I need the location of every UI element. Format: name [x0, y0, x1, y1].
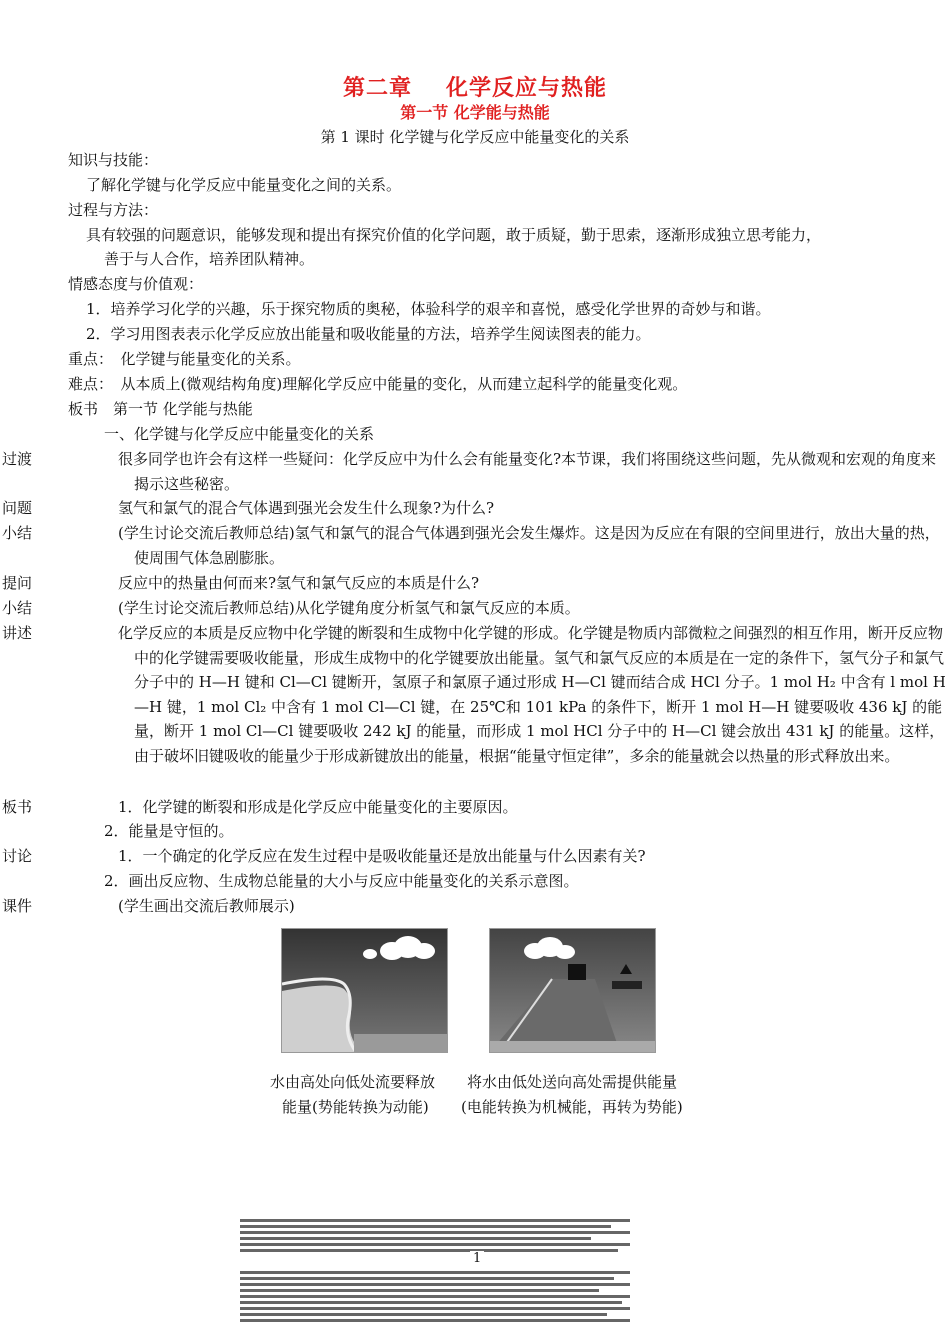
label-transition: 过渡 — [2, 450, 33, 468]
key-point: 重点： 化学键与能量变化的关系。 — [68, 350, 301, 368]
waterfall-illustration — [282, 929, 447, 1052]
label-courseware: 课件 — [2, 897, 33, 915]
figure-water-falling — [281, 928, 448, 1053]
difficult-point: 难点： 从本质上(微观结构角度)理解化学反应中能量的变化，从而建立起科学的能量变化观。 — [68, 375, 688, 393]
text-process-2: 善于与人合作，培养团队精神。 — [104, 250, 315, 268]
text-lecture: 化学反应的本质是反应物中化学键的断裂和生成物中化学键的形成。化学键是物质内部微粒之间强烈的相互作用，断开反应物中的化学键需要吸收能量，形成生成物中的化学键要放出能量。氢气和氯气反应的本质是在一定的条件下，氢气分子和氯气分子中的 H—H 键和 Cl—Cl 键断开，氢原子和氯原子通过形成 H—Cl 键而结合成 HCl 分子。1 mol H₂ 中含有 l mol H—H 键，1 mol Cl₂ 中含有 1 mol Cl—Cl 键，在 25℃和 101 kPa 的条件下，断开 1 mol H—H 键要吸收 436 kJ 的能量，断开 1 mol Cl—Cl 键要吸收 242 kJ 的能量，而形成 1 mol HCl 分子中的 H—Cl 键会放出 431 kJ 的能量。这样，由于破坏旧键吸收的能量少于形成新键放出的能量，根据“能量守恒定律”，多余的能量就会以热量的形式释放出来。 — [118, 624, 946, 765]
page-number: 1 — [470, 1251, 484, 1266]
heading-attitude: 情感态度与价值观： — [68, 275, 204, 293]
board-subtitle: 一、化学键与化学反应中能量变化的关系 — [104, 425, 375, 443]
text-board-3: 2．能量是守恒的。 — [104, 822, 234, 840]
pumping-illustration — [490, 929, 655, 1052]
text-attitude-1: 1．培养学习化学的兴趣，乐于探究物质的奥秘，体验科学的艰辛和喜悦，感受化学世界的奇妙与和谐。 — [86, 300, 771, 318]
chapter-title — [0, 71, 950, 102]
paragraph-lecture — [2, 621, 949, 768]
paragraph-board-2 — [2, 795, 949, 820]
label-board-2: 板书 — [2, 798, 33, 816]
text-board-2: 1．化学键的断裂和形成是化学反应中能量变化的主要原因。 — [118, 798, 518, 816]
paragraph-question — [2, 496, 949, 521]
chapter-name: 化学反应与热能 — [446, 76, 608, 101]
label-question: 问题 — [2, 499, 33, 517]
paragraph-discuss — [2, 844, 949, 869]
caption-left-2: 能量(势能转换为动能) — [282, 1098, 429, 1116]
label-lecture: 讲述 — [2, 624, 33, 642]
chapter-number: 第二章 — [342, 76, 412, 101]
paragraph-summary-2 — [2, 596, 949, 621]
caption-left-1: 水由高处向低处流要释放 — [270, 1073, 436, 1091]
paragraph-courseware — [2, 894, 949, 919]
paragraph-transition — [2, 447, 949, 496]
paragraph-ask — [2, 571, 949, 596]
text-knowledge: 了解化学键与化学反应中能量变化之间的关系。 — [86, 176, 402, 194]
text-process-1: 具有较强的问题意识，能够发现和提出有探究价值的化学问题，敢于质疑，勤于思索，逐渐形成独立思考能力， — [86, 226, 822, 244]
text-question: 氢气和氯气的混合气体遇到强光会发生什么现象?为什么? — [118, 499, 495, 517]
text-attitude-2: 2．学习用图表表示化学反应放出能量和吸收能量的方法，培养学生阅读图表的能力。 — [86, 325, 651, 343]
label-ask: 提问 — [2, 574, 33, 592]
text-courseware: (学生画出交流后教师展示) — [118, 897, 295, 915]
paragraph-summary-1 — [2, 521, 949, 570]
footer-noise-top — [240, 1216, 630, 1255]
caption-right-1: 将水由低处送向高处需提供能量 — [467, 1073, 678, 1091]
label-summary-1: 小结 — [2, 524, 33, 542]
figure-water-pumping — [489, 928, 656, 1053]
heading-knowledge: 知识与技能： — [68, 151, 159, 169]
text-ask: 反应中的热量由何而来?氢气和氯气反应的本质是什么? — [118, 574, 480, 592]
lesson-title: 第 1 课时 化学键与化学反应中能量变化的关系 — [320, 128, 630, 146]
text-transition: 很多同学也许会有这样一些疑问：化学反应中为什么会有能量变化?本节课，我们将围绕这些问题，先从微观和宏观的角度来揭示这些秘密。 — [118, 450, 937, 493]
text-summary-2: (学生讨论交流后教师总结)从化学键角度分析氢气和氯气反应的本质。 — [118, 599, 580, 617]
footer-noise-bottom — [240, 1268, 630, 1325]
label-discuss: 讨论 — [2, 847, 33, 865]
board-title: 板书 第一节 化学能与热能 — [68, 400, 253, 418]
section-title: 第一节 化学能与热能 — [400, 103, 550, 122]
text-summary-1: (学生讨论交流后教师总结)氢气和氯气的混合气体遇到强光会发生爆炸。这是因为反应在有限的空间里进行，放出大量的热，使周围气体急剧膨胀。 — [118, 524, 940, 567]
caption-right-2: (电能转换为机械能，再转为势能) — [461, 1098, 683, 1116]
label-summary-2: 小结 — [2, 599, 33, 617]
heading-process: 过程与方法： — [68, 201, 159, 219]
text-discuss-2: 2．画出反应物、生成物总能量的大小与反应中能量变化的关系示意图。 — [104, 872, 579, 890]
text-discuss: 1．一个确定的化学反应在发生过程中是吸收能量还是放出能量与什么因素有关? — [118, 847, 646, 865]
